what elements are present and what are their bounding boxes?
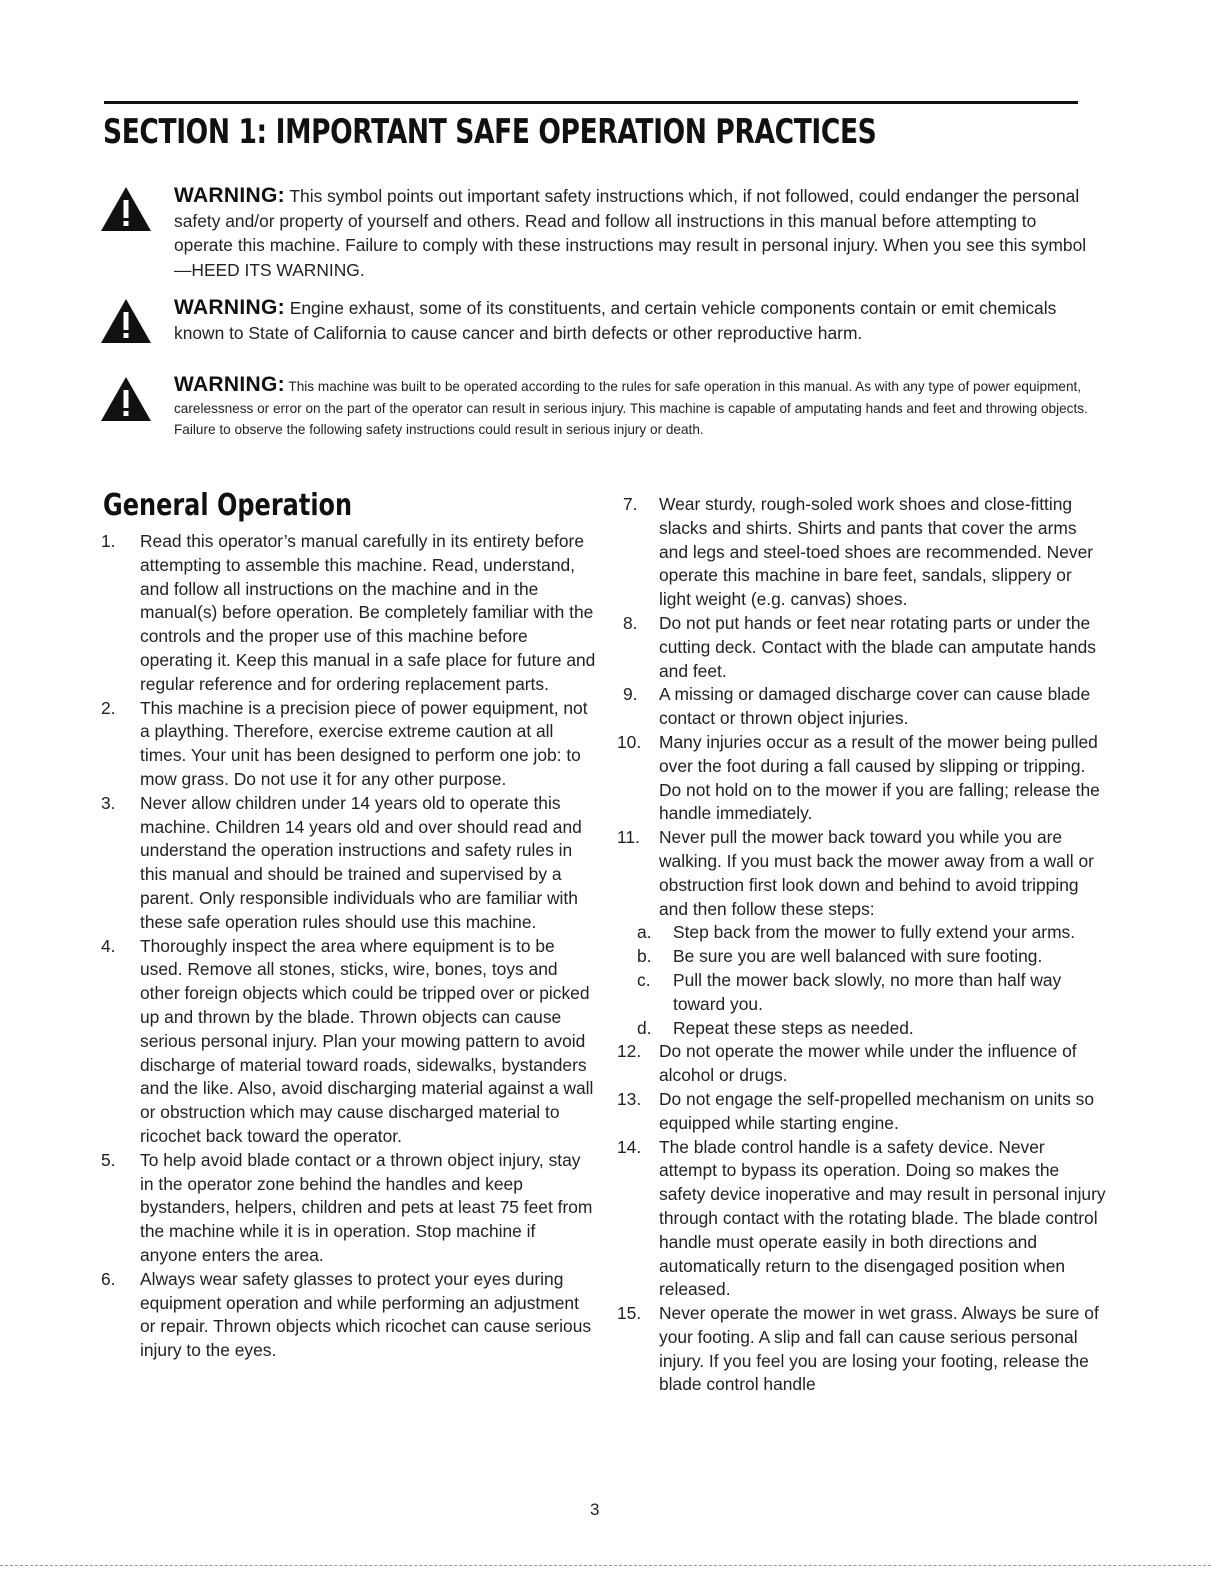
- item-text: Wear sturdy, rough-soled work shoes and close-fitting slacks and shirts. Shirts and pants that cover the arms and legs and steel-toed shoes are recommended. Never operate this machine in bare feet, sandals, slippery or light weight (e.g. canvas) shoes.: [659, 494, 1094, 610]
- subitem-text: Pull the mower back slowly, no more than half way toward you.: [673, 969, 1062, 1014]
- sub-list-item: [617, 1017, 1107, 1041]
- item-number: 1.: [101, 531, 116, 551]
- item-number: 7.: [623, 494, 638, 514]
- warning-block-3: [100, 374, 1100, 469]
- list-item: [101, 697, 596, 792]
- item-text: Do not put hands or feet near rotating parts or under the cutting deck. Contact with the blade can amputate hands and feet.: [659, 612, 1096, 681]
- subitem-letter: c.: [637, 969, 651, 990]
- warning-triangle-icon: [100, 376, 152, 422]
- item-text: Do not engage the self-propelled mechanism on units so equipped while starting engine.: [659, 1088, 1095, 1133]
- item-text: A missing or damaged discharge cover can cause blade contact or thrown object injuries.: [659, 684, 1091, 729]
- warning-block-1: [100, 184, 1100, 284]
- list-item: [617, 1136, 1107, 1303]
- warning-triangle-icon: [100, 186, 152, 232]
- warning-body: This symbol points out important safety instructions which, if not followed, could endanger the personal safety and/or property of yourself and others. Read and follow all instructions in this manual before attempting to operate this machine. Failure to comply with these instructions may result in personal injury. When you see this symbol—HEED ITS WARNING.: [174, 186, 1087, 280]
- item-text: Do not operate the mower while under the influence of alcohol or drugs.: [659, 1041, 1077, 1086]
- subitem-letter: b.: [637, 946, 652, 967]
- sub-list-item: [617, 969, 1107, 1017]
- subitem-letter: a.: [637, 922, 652, 943]
- warning-label: WARNING:: [174, 373, 285, 396]
- item-number: 10.: [617, 731, 642, 752]
- item-number: 5.: [101, 1149, 116, 1170]
- warning-text-3: [174, 374, 1100, 441]
- bottom-rule: [0, 1565, 1211, 1567]
- list-item: [617, 493, 1107, 612]
- item-number: 15.: [617, 1303, 642, 1324]
- item-text: The blade control handle is a safety device. Never attempt to bypass its operation. Doing so makes the safety device inoperative and may result in personal injury through contact with the rotating blade. The blade control handle must operate easily in both directions and automatically return to the disengaged position when released.: [659, 1136, 1106, 1300]
- item-number: 12.: [617, 1041, 642, 1062]
- item-text: Read this operator’s manual carefully in its entirety before attempting to assemble this machine. Read, understand, and follow all instructions on the machine and in the manual(s) before operation. Be completely familiar with the controls and the proper use of this machine before operating it. Keep this manual in a safe place for future and regular reference and for ordering replacement parts.: [140, 531, 596, 694]
- item-number: 14.: [617, 1136, 642, 1157]
- item-text: This machine is a precision piece of power equipment, not a plaything. Therefore, exercise extreme caution at all times. Your unit has been designed to perform one job: to mow grass. Do not use it for any other purpose.: [140, 697, 588, 789]
- item-text: Many injuries occur as a result of the mower being pulled over the foot during a fall caused by slipping or tripping. Do not hold on to the mower if you are falling; release the handle immediately.: [659, 731, 1100, 824]
- subitem-text: Step back from the mower to fully extend your arms.: [673, 922, 1076, 943]
- top-rule: [104, 101, 1078, 104]
- subitem-text: Repeat these steps as needed.: [673, 1017, 914, 1038]
- item-text: Never allow children under 14 years old to operate this machine. Children 14 years old and over should read and understand the operation instructions and safety rules in this manual and should be trained and supervised by a parent. Only responsible individuals who are familiar with these safe operation rules should use this machine.: [140, 792, 582, 932]
- list-item: [617, 1088, 1107, 1136]
- subitem-text: Be sure you are well balanced with sure footing.: [673, 946, 1043, 967]
- item-text: Never pull the mower back toward you while you are walking. If you must back the mower away from a wall or obstruction first look down and behind to avoid tripping and then follow these steps:: [659, 827, 1094, 919]
- list-item: [101, 935, 596, 1149]
- warning-body: Engine exhaust, some of its constituents, and certain vehicle components contain or emit chemicals known to State of California to cause cancer and birth defects or other reproductive harm.: [174, 298, 1057, 343]
- sub-list-item: [617, 945, 1107, 969]
- list-item: [617, 1040, 1107, 1088]
- sub-list-item: [617, 921, 1107, 945]
- item-text: Never operate the mower in wet grass. Always be sure of your footing. A slip and fall can cause serious personal injury. If you feel you are losing your footing, release the blade control handle: [659, 1303, 1099, 1395]
- warning-text-1: [174, 184, 1100, 282]
- subitem-letter: d.: [637, 1017, 652, 1038]
- section-title: SECTION 1: IMPORTANT SAFE OPERATION PRACTICES: [103, 112, 877, 152]
- list-item: [617, 612, 1107, 683]
- item-number: 9.: [623, 684, 638, 705]
- list-item: [617, 826, 1107, 921]
- left-column: [101, 530, 596, 1363]
- warning-text-2: [174, 296, 1100, 345]
- item-number: 3.: [101, 792, 116, 813]
- item-text: To help avoid blade contact or a thrown object injury, stay in the operator zone behind the handles and keep bystanders, helpers, children and pets at least 75 feet from the machine while it is in operation. Stop machine if anyone enters the area.: [140, 1149, 593, 1265]
- warning-label: WARNING:: [174, 296, 285, 319]
- warning-label: WARNING:: [174, 184, 285, 207]
- list-item: [101, 530, 596, 697]
- general-operation-heading: General Operation: [103, 488, 353, 523]
- item-number: 11.: [617, 827, 640, 848]
- item-number: 4.: [101, 935, 116, 956]
- warning-block-2: [100, 296, 1100, 351]
- list-item: [101, 792, 596, 935]
- item-text: Always wear safety glasses to protect your eyes during equipment operation and while performing an adjustment or repair. Thrown objects which ricochet can cause serious injury to the eyes.: [140, 1268, 592, 1361]
- list-item: [617, 1302, 1107, 1397]
- item-text: Thoroughly inspect the area where equipment is to be used. Remove all stones, sticks, wire, bones, toys and other foreign objects which could be tripped over or picked up and thrown by the blade. Thrown objects can cause serious personal injury. Plan your mowing pattern to avoid discharge of material toward roads, sidewalks, bystanders and the like. Also, avoid discharging material against a wall or obstruction which may cause discharged material to ricochet back toward the operator.: [140, 935, 594, 1146]
- right-column: [617, 493, 1107, 1397]
- list-item: [617, 683, 1107, 731]
- list-item: [101, 1149, 596, 1268]
- warning-triangle-icon: [100, 298, 152, 344]
- page-number: 3: [590, 1500, 600, 1519]
- item-number: 2.: [101, 697, 116, 718]
- item-number: 13.: [617, 1088, 642, 1109]
- list-item: [101, 1268, 596, 1363]
- list-item: [617, 731, 1107, 826]
- warning-body: This machine was built to be operated according to the rules for safe operation in this manual. As with any type of power equipment, carelessness or error on the part of the operator can result in serious injury. This machine is capable of amputating hands and feet and throwing objects. Failure to observe the following safety instructions could result in serious injury or death.: [174, 379, 1088, 437]
- item-number: 8.: [623, 612, 638, 633]
- item-number: 6.: [101, 1268, 116, 1289]
